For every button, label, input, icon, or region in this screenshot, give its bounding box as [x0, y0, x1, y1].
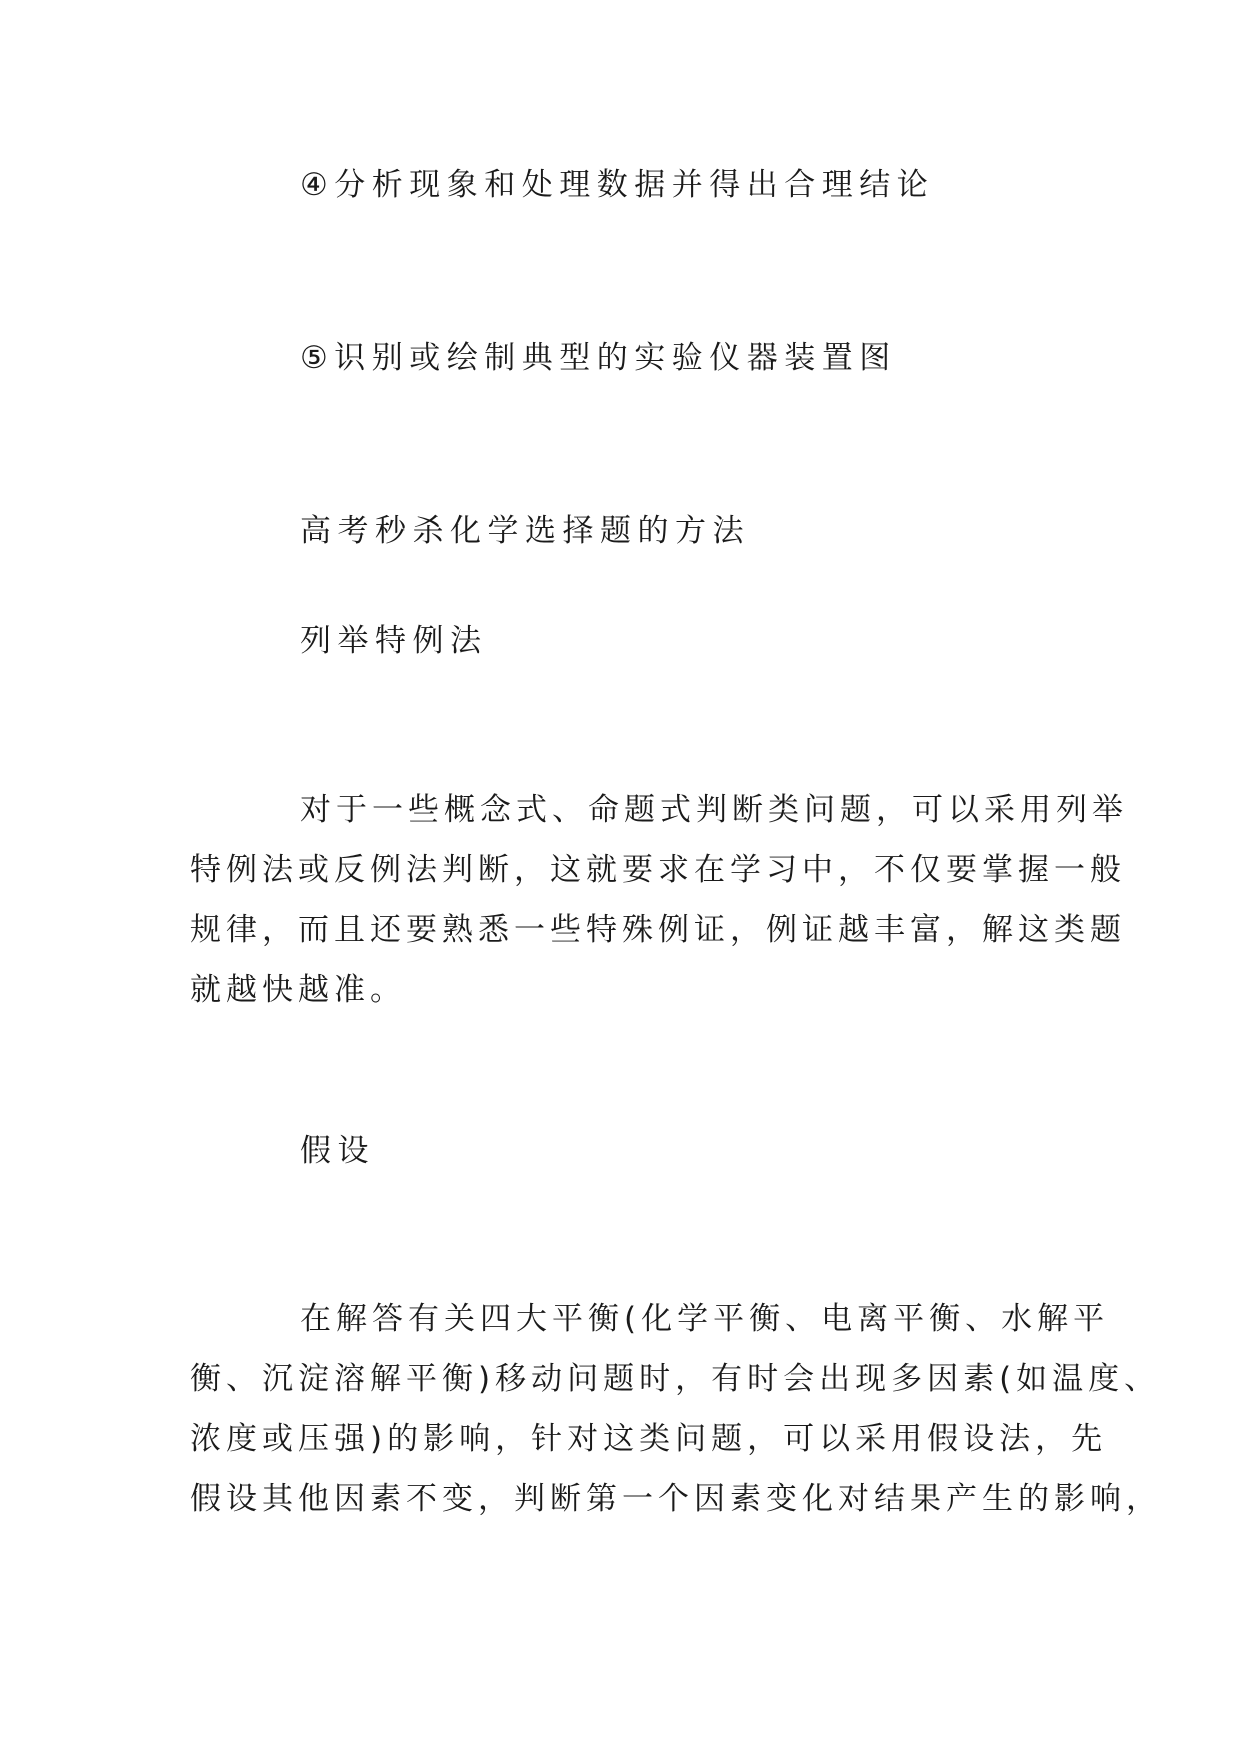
paragraph-line: 对于一些概念式、命题式判断类问题，可以采用列举 — [300, 792, 1128, 828]
paragraph-line: 特例法或反例法判断，这就要求在学习中，不仅要掌握一般 — [190, 852, 1126, 888]
paragraph-line: 在解答有关四大平衡(化学平衡、电离平衡、水解平 — [300, 1301, 1110, 1337]
paragraph-line: 浓度或压强)的影响，针对这类问题，可以采用假设法，先 — [190, 1421, 1108, 1457]
paragraph-line: 衡、沉淀溶解平衡)移动问题时，有时会出现多因素(如温度、 — [190, 1361, 1161, 1397]
paragraph-line: 规律，而且还要熟悉一些特殊例证，例证越丰富，解这类题 — [190, 912, 1126, 948]
section-title: 高考秒杀化学选择题的方法 — [300, 513, 750, 549]
paragraph-line: 就越快越准。 — [190, 972, 406, 1008]
method-heading-assumption: 假设 — [300, 1133, 375, 1169]
method-paragraph-enumeration — [190, 780, 1128, 1020]
list-item-5: ⑤识别或绘制典型的实验仪器装置图 — [300, 340, 897, 376]
method-paragraph-assumption — [190, 1289, 1162, 1529]
list-item-4: ④分析现象和处理数据并得出合理结论 — [300, 167, 935, 203]
method-heading-enumeration: 列举特例法 — [300, 623, 488, 659]
paragraph-line: 假设其他因素不变，判断第一个因素变化对结果产生的影响， — [190, 1481, 1162, 1517]
